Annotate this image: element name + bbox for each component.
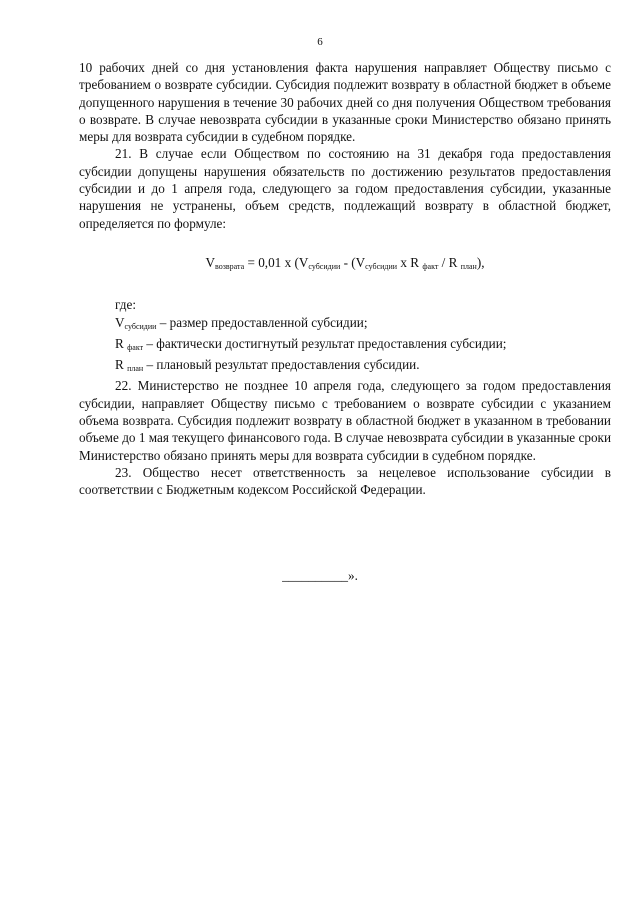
paragraph-20-continued: 10 рабочих дней со дня установления факта нарушения направляет Обществу письмо с требованием о возврате субсидии. Субсидия подлежит возврату в областной бюджет в объеме допущенного нарушения в течение 30 рабочих дней со дня получения Обществом требования о возврате. В случае невозврата субсидии в указанные сроки Министерство обязано принять меры для возврата субсидии в судебном порядке. (79, 60, 611, 145)
definition-plan (79, 356, 611, 377)
formula-part3: x R (397, 254, 423, 270)
formula-part2: - (V (340, 254, 366, 270)
definition-sub: план (127, 364, 144, 374)
definition-text: – размер предоставленной субсидии; (156, 314, 368, 330)
refund-formula (79, 254, 611, 275)
formula-subsidy-sub-2: субсидии (365, 261, 398, 271)
formula-part4: / R (438, 254, 461, 270)
definition-sub: субсидии (124, 321, 157, 331)
formula-fact-sub: факт (422, 261, 439, 271)
definition-symbol: R (115, 357, 128, 373)
paragraph-22: 22. Министерство не позднее 10 апреля года, следующего за годом предоставления субсидии, направляет Обществу письмо с требованием о возврате субсидии с указанием объема возврата. Субсидия подлежит возврату в областной бюджет в указанном в требовании объеме до 1 мая текущего финансового года. В случае невозврата субсидии в указанные сроки Министерство обязано принять меры для возврата субсидии в судебном порядке. (79, 378, 611, 463)
definition-fact (79, 335, 611, 356)
definition-symbol: R (115, 335, 128, 351)
formula-subsidy-sub: субсидии (308, 261, 341, 271)
definition-text: – плановый результат предоставления субсидии. (143, 357, 420, 373)
formula-v-sub: возврата (215, 261, 245, 271)
definition-subsidy (79, 314, 611, 335)
definition-symbol: V (115, 314, 125, 330)
definition-text: – фактически достигнутый результат предоставления субсидии; (143, 335, 507, 351)
formula-plan-sub: план (460, 261, 477, 271)
document-body (79, 59, 611, 499)
formula-v: V (205, 254, 216, 270)
formula-part1: = 0,01 x (V (244, 254, 309, 270)
paragraph-21: 21. В случае если Обществом по состоянию на 31 декабря года предоставления субсидии допущены нарушения обязательств по достижению результатов предоставления субсидии и до 1 апреля года, следующего за годом предоставления субсидии, указанные нарушения не устранены, объем средств, подлежащий возврату в областной бюджет, определяется по формуле: (79, 146, 611, 231)
formula-part5: ), (476, 254, 485, 270)
closing-line: __________». (282, 568, 358, 583)
where-label: где: (115, 297, 136, 313)
definition-sub: факт (127, 342, 144, 352)
page-number: 6 (317, 36, 323, 48)
paragraph-23: 23. Общество несет ответственность за нецелевое использование субсидии в соответствии с Бюджетным кодексом Российской Федерации. (79, 464, 611, 498)
